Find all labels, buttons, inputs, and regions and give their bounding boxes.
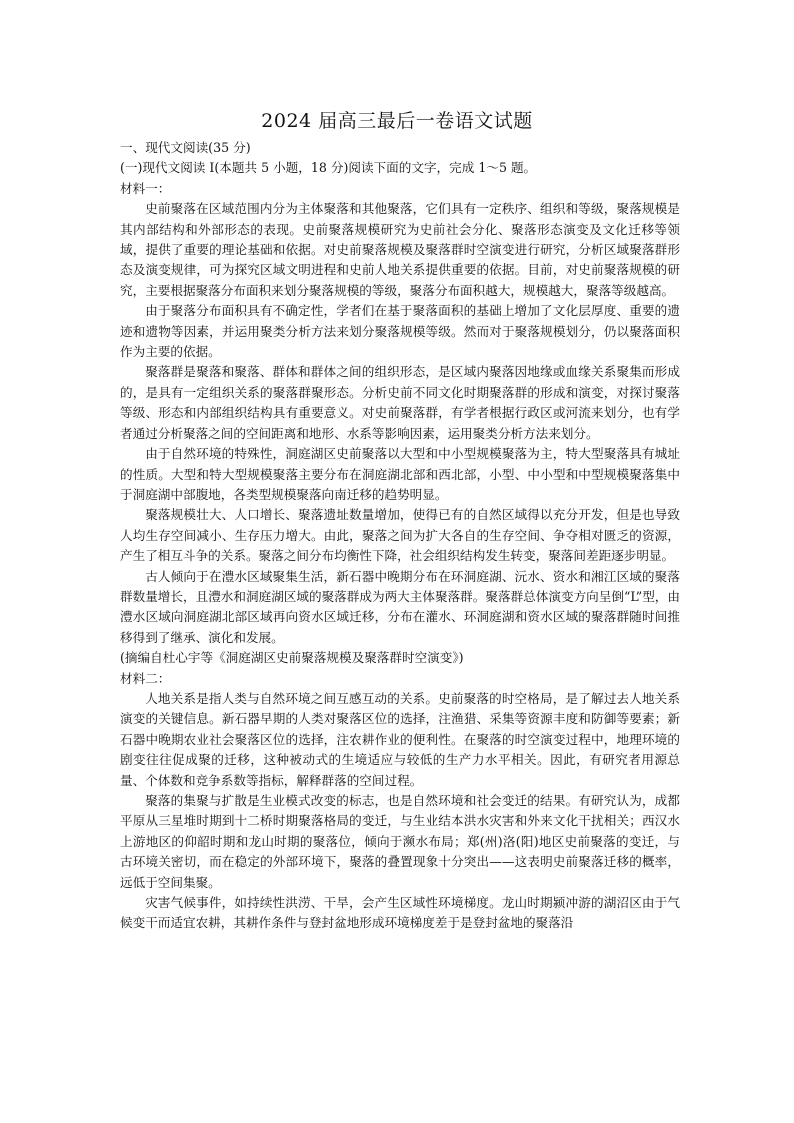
page-title: 2024 届高三最后一卷语文试题 [261,110,533,132]
material2-paragraph-2: 聚落的集聚与扩散是生业模式改变的标志，也是自然环境和社会变迁的结果。有研究认为，成都平原从三星堆时期到十二桥时期聚落格局的变迁，与生业结本洪水灾害和外来文化干扰相关；西汉水上游地区的仰韶时期和龙山时期的聚落位，倾向于濒水布局；郑(州)洛(阳)地区史前聚落的变迁，与古环境关密切，而在稳定的外部环境下，聚落的叠置现象十分突出——这表明史前聚落迁移的概率，远低于空间集聚。 [120,793,680,890]
material1-paragraph-3: 聚落群是聚落和聚落、群体和群体之间的组织形态，是区域内聚落因地缘或血缘关系聚集而形成的，是具有一定组织关系的聚落群聚形态。分析史前不同文化时期聚落群的形成和演变，对探讨聚落等级、形态和内部组织结构具有重要意义。对史前聚落群，有学者根据行政区或河流来划分，也有学者通过分析聚落之间的空间距离和地形、水系等影响因素，运用聚类分析方法来划分。 [120,364,680,441]
material2-label: 材料二： [120,670,171,686]
material1-paragraph-6: 古人倾向于在澧水区域聚集生活，新石器中晚期分布在环洞庭湖、沅水、资水和湘江区域的聚落群数量增长，且澧水和洞庭湖区域的聚落群成为两大主体聚落群。聚落群总体演变方向呈倒“L”型，由澧水区域向洞庭湖北部区域再向资水区域迁移，分布在灌水、环洞庭湖和资水区域的聚落群随时间推移得到了继承、演化和发展。 [120,568,680,645]
material2-paragraph-1: 人地关系是指人类与自然环境之间互感互动的关系。史前聚落的时空格局，是了解过去人地关系演变的关键信息。新石器早期的人类对聚落区位的选择，注渔猎、采集等资源丰度和防御等要素；新石器中晚期农业社会聚落区位的选择，注农耕作业的便利性。在聚落的时空演变过程中，地理环境的剧变往往促成聚的迁移，这种被动式的生境适应与较低的生产力水平相关。因此，有研究者用源总量、个体数和竞争系数等指标，解释群落的空间过程。 [120,690,680,788]
document-body [120,138,680,934]
material2-paragraph-3: 灾害气候事件，如持续性洪涝、干旱，会产生区域性环境梯度。龙山时期颍冲游的湖沼区由于气候变干而适宜农耕，其耕作条件与登封盆地形成环境梯度差于是登封盆地的聚落沿 [120,895,680,931]
material1-source: (摘编自杜心宇等《洞庭湖区史前聚落规模及聚落群时空演变》) [120,650,464,666]
section-heading: 一、现代文阅读(35 分) [120,140,251,155]
material1-paragraph-4: 由于自然环境的特殊性，洞庭湖区史前聚落以大型和中小型规模聚落为主，特大型聚落具有城址的性质。大型和特大型规模聚落主要分布在洞庭湖北部和西北部，小型、中小型和中型规模聚落集中于洞庭湖中部腹地，各类型规模聚落向南迁移的趋势明显。 [120,446,680,502]
material1-paragraph-5: 聚落规模壮大、人口增长、聚落遗址数量增加，使得已有的自然区域得以充分开发，但是也导致人均生存空间减小、生存压力增大。由此，聚落之间为扩大各自的生存空间、争夺相对匮乏的资源，产生了相互斗争的关系。聚落之间分布均衡性下降，社会组织结构发生转变，聚落间差距逐步明显。 [120,507,680,564]
subsection-instruction: (一)现代文阅读 I(本题共 5 小题，18 分)阅读下面的文字，完成 1～5 题。 [120,160,537,176]
material1-paragraph-2: 由于聚落分布面积具有不确定性，学者们在基于聚落面积的基础上增加了文化层厚度、重要的遗迹和遗物等因素，并运用聚类分析方法来划分聚落规模等级。然而对于聚落规模划分，仍以聚落面积作为主要的依据。 [120,303,680,360]
material1-paragraph-1: 史前聚落在区域范围内分为主体聚落和其他聚落，它们具有一定秩序、组织和等级，聚落规模是其内部结构和外部形态的表现。史前聚落规模研究为史前社会分化、聚落形态演变及文化迁移等领域，提供了重要的理论基础和依据。对史前聚落规模及聚落群时空演变进行研究，分析区域聚落群形态及演变规律，可为探究区域文明进程和史前人地关系提供重要的依据。目前，对史前聚落规模的研究，主要根据聚落分布面积来划分聚落规模的等级，聚落分布面积越大，规模越大，聚落等级越高。 [120,201,680,298]
material1-label: 材料一： [120,180,171,196]
